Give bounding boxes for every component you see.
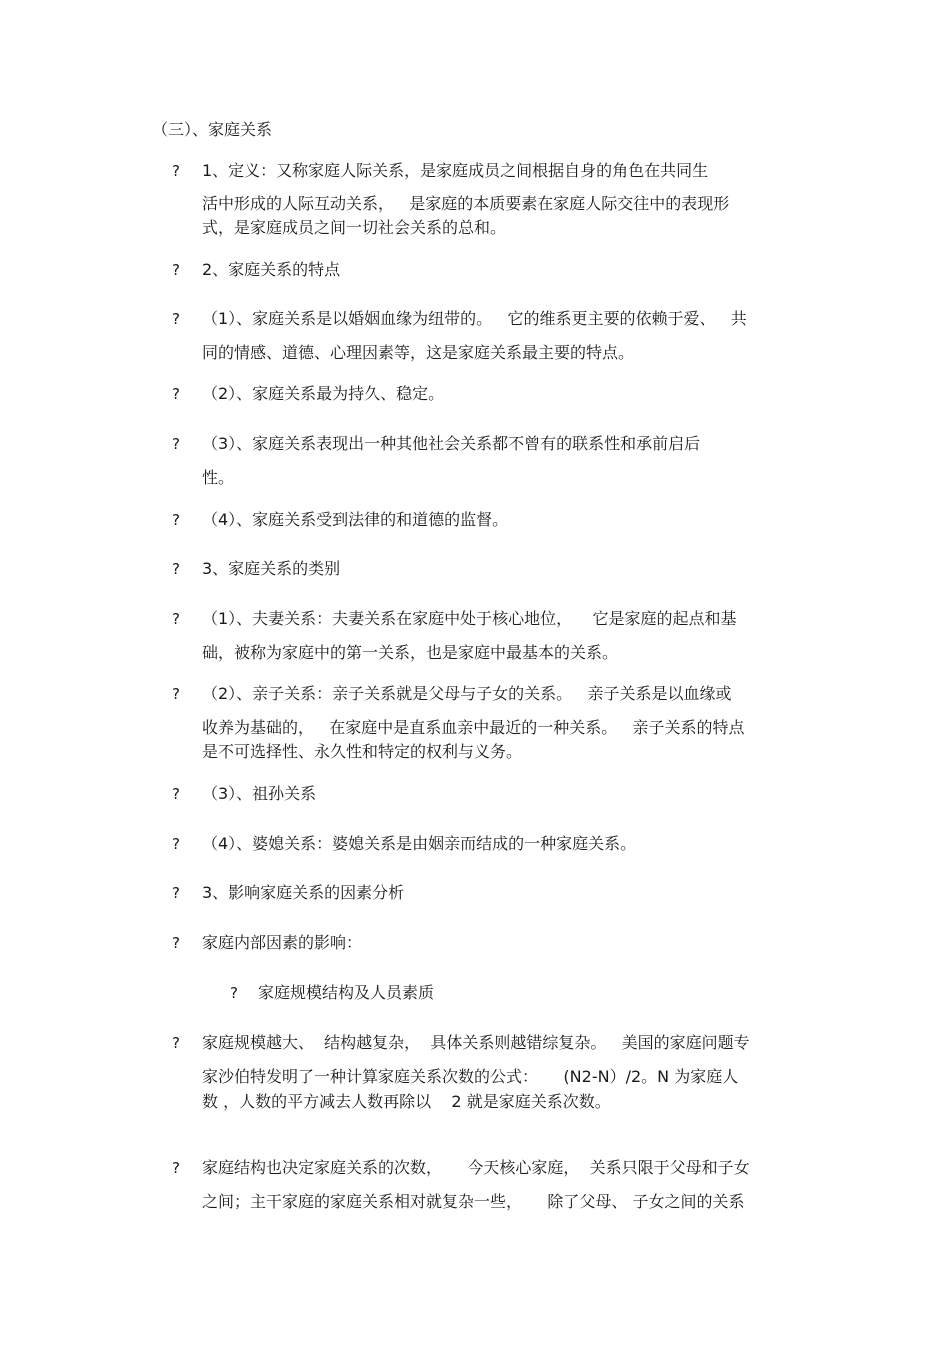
text-line: （1）、夫妻关系：夫妻关系在家庭中处于核心地位， 它是家庭的起点和基 <box>202 609 737 628</box>
text-line: 1、定义：又称家庭人际关系，是家庭成员之间根据自身的角色在共同生 <box>202 161 709 180</box>
text-line: （2）、亲子关系：亲子关系就是父母与子女的关系。 亲子关系是以血缘或 <box>202 684 732 703</box>
bullet-marker: ? <box>172 1159 180 1177</box>
text-line: （3）、家庭关系表现出一种其他社会关系都不曾有的联系性和承前启后 <box>202 434 701 453</box>
text-line: 家庭内部因素的影响： <box>202 933 363 952</box>
bullet-marker: ? <box>230 984 238 1002</box>
bullet-marker: ? <box>172 310 180 328</box>
text-line: 3、家庭关系的类别 <box>202 559 341 578</box>
bullet-marker: ? <box>172 835 180 853</box>
text-line: （4）、婆媳关系：婆媳关系是由姻亲而结成的一种家庭关系。 <box>202 834 637 853</box>
text-line: 同的情感、道德、心理因素等，这是家庭关系最主要的特点。 <box>202 343 635 362</box>
bullet-marker: ? <box>172 560 180 578</box>
text-line: 是不可选择性、永久性和特定的权利与义务。 <box>202 742 523 761</box>
text-line: 础，被称为家庭中的第一关系，也是家庭中最基本的关系。 <box>202 643 619 662</box>
text-line: 收养为基础的， 在家庭中是直系血亲中最近的一种关系。 亲子关系的特点 <box>202 718 745 737</box>
bullet-marker: ? <box>172 385 180 403</box>
text-line: 2、家庭关系的特点 <box>202 260 341 279</box>
text-line: 之间；主干家庭的家庭关系相对就复杂一些， 除了父母、 子女之间的关系 <box>202 1192 745 1211</box>
text-line: （1）、家庭关系是以婚姻血缘为纽带的。 它的维系更主要的依赖于爱、 共 <box>202 309 747 328</box>
bullet-marker: ? <box>172 162 180 180</box>
bullet-marker: ? <box>172 511 180 529</box>
bullet-marker: ? <box>172 934 180 952</box>
bullet-marker: ? <box>172 884 180 902</box>
text-line: 家沙伯特发明了一种计算家庭关系次数的公式： (N2-N）/2。N 为家庭人 <box>202 1067 739 1086</box>
bullet-marker: ? <box>172 685 180 703</box>
text-line: 3、影响家庭关系的因素分析 <box>202 883 405 902</box>
text-line: （4）、家庭关系受到法律的和道德的监督。 <box>202 510 509 529</box>
bullet-marker: ? <box>172 261 180 279</box>
text-line: （3）、祖孙关系 <box>202 784 317 803</box>
text-line: 家庭规模越大、 结构越复杂， 具体关系则越错综复杂。 美国的家庭问题专 <box>202 1033 750 1052</box>
bullet-marker: ? <box>172 435 180 453</box>
text-line: （2）、家庭关系最为持久、稳定。 <box>202 384 445 403</box>
text-line: 家庭规模结构及人员素质 <box>258 983 435 1002</box>
text-line: 活中形成的人际互动关系， 是家庭的本质要素在家庭人际交往中的表现形 <box>202 194 730 213</box>
bullet-marker: ? <box>172 785 180 803</box>
text-line: 式，是家庭成员之间一切社会关系的总和。 <box>202 218 507 237</box>
text-line: 家庭结构也决定家庭关系的次数， 今天核心家庭， 关系只限于父母和子女 <box>202 1158 750 1177</box>
text-line: 数 ，人数的平方减去人数再除以 2 就是家庭关系次数。 <box>202 1092 611 1111</box>
text-line: 性。 <box>202 468 235 487</box>
bullet-marker: ? <box>172 1034 180 1052</box>
bullet-marker: ? <box>172 610 180 628</box>
section-title: （三）、家庭关系 <box>152 120 273 139</box>
